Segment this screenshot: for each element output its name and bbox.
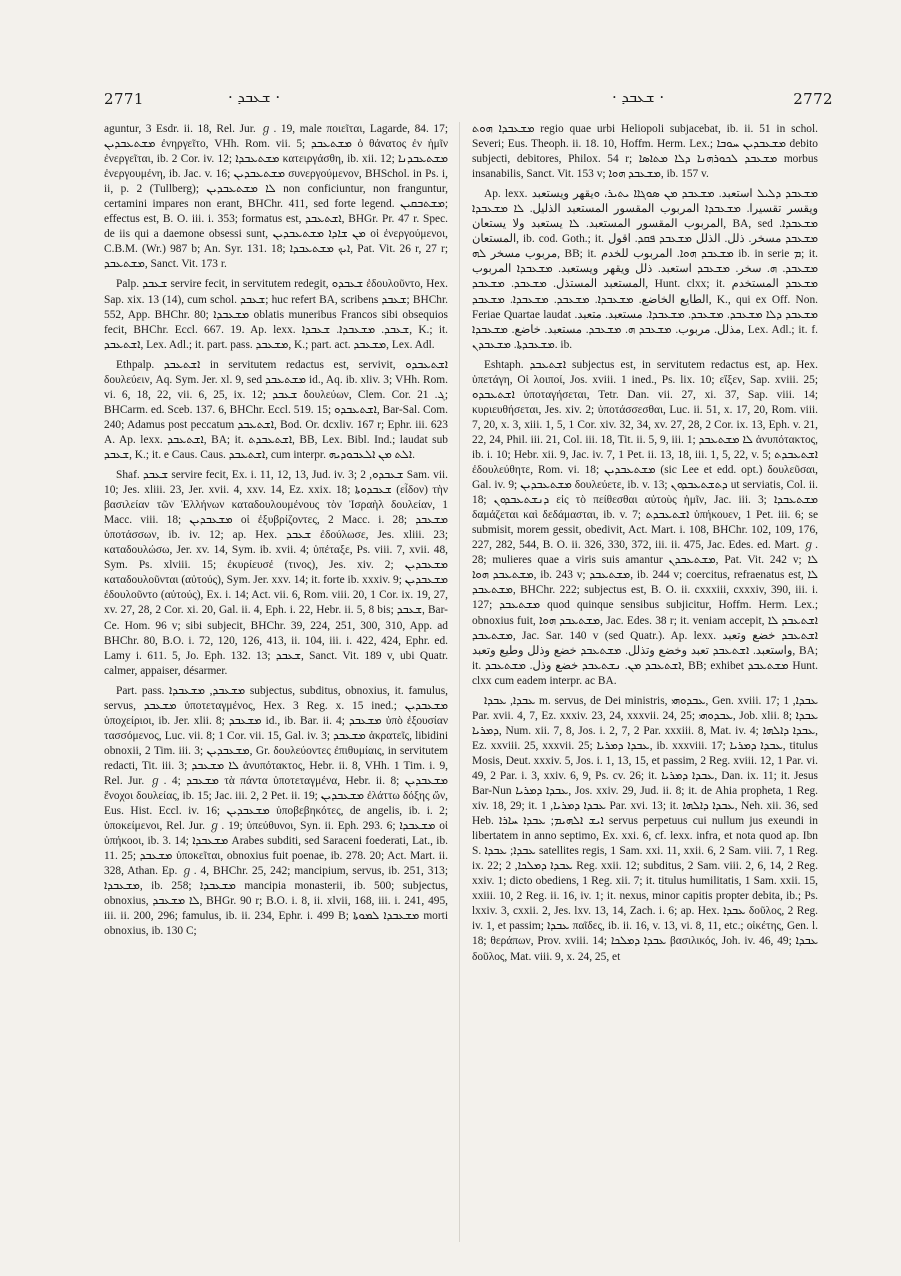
- entry-paragraph: Part. pass. ܡܫܥܒܕ, ܡܫܥܒܕܐ subjectus, subditus, obnoxius, it. famulus, servus, ܡܫܥܒܕ ὑποτεταγμένος, Hex. 3 Reg. x. 15 ined.; ܡܫܥܒܕܝܢ ὑποχείριοι, ib. Jer. xlii. 8; ܡܫܥܒܕ id., ib. Bar. ii. 4; ܡܫܥܒܕ ὑπὸ ἐξουσίαν τασσόμενος, Luc. vii. 8; 1 Cor. vii. 15, Gal. iv. 3; ܡܫܥܒܕ ἀκρατεῖς, libidini obnoxii, 2 Tim. iii. 3; ܡܫܥܒܕܝܢ, Gr. δουλεύοντες ἐπιθυμίαις, in servitutem redacti, Tit. iii. 3; ܠܐ ܡܫܥܒܕ ἀνυπότακτος, Hebr. ii. 8, VHh. 1 Tim. i. 9, Rel. Jur. ℊ. 4; ܡܫܥܒܕ τὰ πάντα ὑποτεταγμένα, Hebr. ii. 8; ܡܫܥܒܕܝܢ ἔνοχοι δουλείας, ib. 15; Jac. iii. 2, 2 Pet. ii. 19; ܡܫܥܒܕܝܢ ἐλάττω δόξης ὤν, Eus. Hist. Eccl. iv. 16; ܡܫܥܒܕܝܢ ὑποβεβηκότες, de angelis, ib. i. 2; ὑποκείμενοι, Rel. Jur. ℊ. 19; ὑπεύθυνοι, Syn. ii. Eph. 293. 6; ܡܫܥܒܕܐ οἱ ὑπήκοοι, ib. 3. 14; ܡܫܥܒܕܐ Arabes subditi, sed Saraceni foederati, Lat., ib. 11. 25; ܡܫܥܒܕ ὑποκεῖται, obnoxius fuit poenae, ib. 278. 20; Act. Mart. ii. 328, Athan. Ep. ℊ. 4, BHChr. 25, 242; mancipium, servus, ib. 251, 313; ܡܫܥܒܕܐ, ib. 258; ܡܫܥܒܕܐ mancipia monasterii, ib. 500; subjectus, obnoxius, ܠܐ ܡܫܥܒܕ, BHGr. 90 r; B.O. i. 8, ii. xlvii, 168, iii. i. 241, 495, iii. ii. 200, 296; famulus, ib. ii. 234, Ephr. i. 499 B; ܡܫܥܒܕܐ ܠܡܘܬܐ morti obnoxius, ib. 130 C;: [104, 684, 448, 938]
- entry-paragraph: ܥܒܕܐ, ܥܒܕܐ m. servus, de Dei ministris, ܥܒܕܘܗܝ, Gen. xviii. 17; ܥܒܕܐ, 1 Par. xvii. 4, 7, Ez. xxxiv. 23, 24, xxxvii. 24, 25; ܥܒܕܘܗܝ, Job. xlii. 8; ܥܒܕܐ ܕܡܪܝܐ, Num. xii. 7, 8, Jos. i. 2, 7, 2 Par. xxxiii. 8, Mat. iv. 4; ܥܒܕܐ ܕܐܠܗܐ, Ez. xxviii. 25, xxxvii. 25; ܥܒܕܐ ܕܡܪܝܐ, ib. xxxviii. 17; ܥܒܕܐ ܕܡܪܝܐ, titulus Mosis, Deut. xxxiv. 5, Jos. i. 1, 13, 15, et passim, 2 Reg. xviii. 12, 1 Par. vi. 49, 2 Par. i. 3, xxiv. 6, 9, Ps. cv. 26; it. ܥܒܕܐ ܕܡܪܝܐ, Dan. ix. 11; it. Jesus Bar-Nun ܥܒܕܐ ܕܡܪܝܐ, Jos. xxiv. 29, Jud. ii. 8; it. de Ahia propheta, 1 Reg. xiv. 18, 29; it. ܥܒܕܐ ܕܡܪܝܐ, 1 Par. xvi. 13; it. ܥܒܕܐ ܕܐܠܗܐ, Neh. xii. 36, sed Heb. ܐܝܫ ܐܠܗܝܡ; ܥܒܕܐ ܚܐܪܐ servus perpetuus cui nullum jus exeundi in libertatem in anno septimo, Ex. xxi. 6, cf. lexx. infra, et nota quod ap. Ibn S. ܥܒܕܐ; ܥܒܕܐ satellites regis, 1 Sam. xxi. 11, xxii. 6, 2 Sam. viii. 7, 1 Reg. ix. 22; ܥܒܕܐ ܕܡܠܟܐ, 2 Reg. xxii. 12; subditus, 2 Sam. viii. 2, 6, 14, 2 Reg. xxiv. 1; dicto obediens, 1 Reg. xii. 7; it. titulus humilitatis, 1 Sam. xxii. 15, xxiii. 10, 2 Reg. ii. 16, iv. 1; it. nexus, minor capitis propter debita, ib.; Ps. lxxiv. 3, cxxii. 2, Jes. lxv. 13, 14, Zach. i. 6; ap. Hex. ܥܒܕܐ δοῦλος, 2 Reg. iv. 1, et passim; ܥܒܕܐ παῖδες, ib. ii. 16, v. 13, vi. 8, 11, etc.; οἰκέτης, Gen. l. 18; θεράπων, Prov. xviii. 14; ܥܒܕܐ ܕܡܠܟܐ βασιλικός, Joh. iv. 46, 49; ܥܒܕܐ δοῦλος, Mat. viii. 9, x. 24, 25, et: [472, 694, 818, 963]
- left-column: [104, 122, 448, 1258]
- page-header: [0, 86, 901, 110]
- entry-paragraph: Shaf. ܫܥܒܕ servire fecit, Ex. i. 11, 12, 13, Jud. iv. 3; ܫܥܒܕܘ, 2 Sam. vii. 10; Jes. xliii. 23, Jer. xvii. 4, xxv. 14, Ez. xxix. 18; ܫܥܒܕܘܬܐ (εἶδον) τὴν βασιλείαν τῶν Ἑλλήνων καταδουλουμένους τὸν Ἰσραὴλ δουλείαν, 1 Macc. viii. 18; ܡܫܥܒܕܝܢ οἱ ἐξυβρίζοντες, 2 Macc. i. 28; ܡܫܥܒܕ ὑποτάσσων, ib. iv. 12; ap. Hex. ܫܥܒܕ ἐδούλωσε, Jes. xliii. 23; καταδουλώσω, Jer. xv. 14, Sym. ib. xvii. 4; ὑπέταξε, Ps. viii. 7, xvii. 48, Sym. Ps. xlviii. 15; ἐκυρίευσέ (τινος), Jes. xiv. 2; ܡܫܥܒܕܝܢ καταδουλοῦνται (αὐτούς), Sym. Jer. xxv. 14; it. forte ib. xxxiv. 9; ܡܫܥܒܕܝܢ ἐδουλοῦντο (αὐτούς), Ex. i. 14; Act. vii. 6, Rom. viii. 20, 1 Cor. ix. 19, 27, xv. 27, 28, 2 Cor. xi. 20, Gal. ii. 4, Eph. i. 22, Hebr. ii. 5, 8 bis; ܫܥܒܕ, Bar-Ce. Hom. 96 v; sibi subjecit, BHChr. 39, 224, 251, 300, 310, App. ad BHChr. 80, B.O. i. 72, 120, 126, 413, ii. 104, iii. i. 422, 424, Ephr. ed. Lamy i. 611. 5, Jo. Eph. 132. 13; ܫܥܒܕ, Sanct. Vit. 189 v, ubi Quatr. calmer, appaiser, désarmer.: [104, 469, 448, 677]
- entry-paragraph: aguntur, 3 Esdr. ii. 18, Rel. Jur. ℊ. 19, male ποιεῖται, Lagarde, 84. 17; ܡܫܬܥܒܕܝܢ ἐνηργεῖτο, VHh. Rom. vii. 5; ܡܫܬܥܒܕ ὁ θάνατος ἐν ἡμῖν ἐνεργεῖται, ib. 2 Cor. iv. 12; ܡܫܬܥܒܕܐ κατειργάσθη, ib. xii. 12; ܡܫܬܥܒܕܢܐ ἐνεργουμένη, ib. Jac. v. 16; ܡܫܬܥܒܕܝܢ συνεργούμενον, BHSchol. in Ps. i, ii, p. 2 (Tullberg); ܠܐ ܡܫܬܥܒܕܝܢ non conficiuntur, non franguntur, certamini impares non erant, BHChr. 411, sed forte legend. ܡܫܬܒܩܝܢ; effectus est, B. O. iii. i. 353; formatus est, ܐܫܬܥܒܕ, BHGr. Pr. 47 r. Spec. de iis qui a daemone obsessi sunt, ܡܢ ܫܐܕܐ ܡܫܬܥܒܕܝܢ οἱ ἐνεργούμενοι, C.B.M. (Wr.) 987 b; An. Syr. 131. 18; ܐܝܟ ܡܫܬܥܒܕܐ, Pat. Vit. 26 r, 27 r; ܡܫܬܥܒܕ, Sanct. Vit. 173 r.: [104, 123, 448, 271]
- right-running-head: · ܫܥܒܕ ·: [612, 88, 665, 106]
- entry-paragraph: ܡܫܥܒܕܐ ܗܘܬ regio quae urbi Heliopoli subjacebat, ib. ii. 51 in schol. Severi; Eus. Theoph. ii. 18. 10, Hoffm. Herm. Lex.; ܡܫܥܒܕܝܢ ܚܘܒܐ debito subjecti, debitores, Philox. 54 r; ܡܫܥܒܕ ܠܟܘܪܗܢܐ ܕܠܐ ܡܬܐܣܐ morbus insanabilis, Sanct. Vit. 153 v; ܡܫܥܒܕ ܗܘܐ, ib. 157 v.: [472, 123, 818, 181]
- entry-paragraph: Palp. ܫܥܒܕ servire fecit, in servitutem redegit, ܫܥܒܕܘ ἐδουλοῦντο, Hex. Sap. xix. 13 (14), cum schol. ܫܥܒܕ; huc refert BA, scribens ܫܥܒܕ; BHChr. 552, App. BHChr. 80; ܡܫܥܒܕܐ oblatis muneribus Francos sibi obsequios fecit, BHChr. Eccl. 667. 19. Ap. lexx. ܫܥܒܕ. ܡܫܥܒܕܐ. ܫܥܒܕܐ, K.; it. ܐܫܬܥܒܕ, Lex. Adl.; it. part. pass. ܡܫܥܒܕ, K.; part. act. ܡܫܥܒܕ, Lex. Adl.: [104, 278, 448, 351]
- right-column: [472, 122, 818, 1258]
- left-running-head: · ܫܥܒܕ ·: [228, 88, 281, 106]
- column-divider: [459, 122, 460, 1242]
- entry-paragraph: Eshtaph. ܐܫܬܥܒܕ subjectus est, in servitutem redactus est, ap. Hex. ὑπετάγη, Οἱ λοιποί, Jos. xviii. 1 ined., Ps. lix. 10; εἴξεν, Sap. xviii. 25; ܐܫܬܥܒܕܘ ὑποταγήσεται, Tetr. Dan. vii. 27, xi. 37, Sap. viii. 14; κυριευθήσεται, Jes. xiv. 2; ὑποτάσσεσθαι, Luc. ii. 51, x. 17, 20, Rom. viii. 7, 20, x. 3, xiii. 1, 5, 1 Cor. xiv. 32, 34, xv. 27, 28, 2 Cor. ix. 13, Eph. v. 21, 22, 24, Phil. iii. 21, Col. iii. 18, Tit. ii. 5, 9, iii. 1; ܠܐ ܡܫܬܥܒܕ ἀνυπότακτος, ib. i. 10; Hebr. xii. 9, Jac. iv. 7, 1 Pet. ii. 13, 18, iii. 1, 5, 22, v. 5; ܐܫܬܥܒܕܬ ἐδουλεύθητε, Rom. vi. 18; ܡܫܬܥܒܕܝܢ (sic Lee et edd. opt.) δουλεῦσαι, Gal. iv. 9; ܡܫܬܥܒܕܝܢ δουλεύετε, ib. v. 13; ܕܬܫܬܥܒܕܘܢ ut serviatis, Col. ii. 18; ܕܢܫܬܥܒܕܘܢ εἰς τὸ πείθεσθαι αὐτοὺς ἡμῖν, Jac. iii. 3; ܡܫܬܥܒܕܐ δαμάζεται καὶ δεδάμασται, ib. v. 7; ܐܫܬܥܒܕܬ ὑπήκουεν, 1 Pet. iii. 6; se submisit, morem gessit, obedivit, Act. Mart. i. 108, BHChr. 102, 109, 176, 227, 282, 544, B. O. ii. 326, 330, 372, iii. ii. 475, Jac. Edes. ed. Mart. ℊ. 28; mulieres quae a viris suis amantur ܡܫܬܥܒܕܢ, Pat. Vit. 242 v; ܠܐ ܡܫܬܥܒܕ ܗܘܐ, ib. 243 v; ܡܫܬܥܒܕ, ib. 244 v; coercitus, refraenatus est, ܠܐ ܡܫܬܥܒܕ, BHChr. 222; subjectus est, B. O. ii. cxxxiii, cxxxiv, 390, iii. i. 127; ܡܫܬܥܒܕ quod quinque sensibus subjicitur, Hoffm. Herm. Lex.; obnoxius fuit, ܡܫܬܥܒܕ ܗܘܐ, Jac. Edes. 38 r; it. veniam accepit, ܐܫܬܥܒܕ ܠܐ ܡܫܬܥܒܕ, Jac. Sar. 140 v (sed Quatr.). Ap. lexx. ܐܫܬܥܒܕ خضع وتعبد واستعبد. ܐܫܬܥܒܕ تعبد وخضع وتذلل. ܡܫܬܥܒܕ خضع وذلل وطيع وتعبد, BA; it. ܐܫܬܥܒܕ ܡܢ. ܢܫܬܥܒܕ خضع وذل. ܡܫܬܥܒܕ, BB; exhibet ܡܫܬܥܒܕ Hunt. clxx cum eadem interpr. ac BA.: [472, 358, 818, 687]
- entry-paragraph: Ap. lexx. ܡܫܥܒܕ ܕܠܝܠ استعبد. ܡܫܥܒܕ ܡܢ ܣܘܓܐܐ ܝܬܝܪ، ܘيقهر ويستعبد ويقسر تقسيرا. ܡܫܥܒܕܐ المربوب المقسور المستعبد الذليل. ܠܐ ܡܫܥܒܕܐ المربوب المقسور المستعبد. ܠܐ يستعبد ولا يستعان, BA, sed ܡܫܥܒܕܐ. المستعان, ib. cod. Goth.; it. ܡܫܥܒܕ مسخر. ذلل. الذلل ܡܫܥܒܕ ܦܩܕ. اقول مربوب مسخر ܠܗ, BB; it. ܡܫܥܒܕ ܗܘܐ. المربوب للخدم ib. in serie ܡ; it. ܡܫܥܒܕ. ܗ. سخر. ܡܫܥܒܕ استعبد. ذلل ويقهر ويستعبد. ܡܫܥܒܕܐ المربوب المستعبد المستذل. ܡܫܥܒܕ. ܡܫܥܒܕ, Hunt. clxx; it. ܡܫܥܒܕ المستخدم الطايع الخاضع. ܡܫܥܒܕܐ. ܡܫܥܒܕ. ܡܫܥܒܕܐ. ܡܫܥܒܕ, K., qui ex Off. Non. Feriae Quartae laudat ܡܫܥܒܕ ܕܠܐ ܡܫܥܒܕ. ܡܫܥܒܕ. ܡܫܥܒܕܐ. مستعبد. متعبد. مذلل. مربوب. ܡܫܥܒܕ ܗ. ܡܫܥܒܕ. مستعبد. خاضع. ܡܫܥܒܕܐ, Lex. Adl.; it. f. ܡܫܥܒܕܬܐ. ܡܫܥܒܕܢ. ib.: [472, 188, 818, 351]
- entry-paragraph: Ethpalp. ܐܫܬܥܒܕ in servitutem redactus est, servivit, ܐܫܬܥܒܕܘ δουλεύειν, Aq. Sym. Jer. xl. 9, sed ܡܫܬܥܒܕ id., Aq. ib. xliv. 3; VHh. Rom. vi. 6, 18, 22, vii. 6, 25, ix. 12; ܫܥܒܕ δουλεύων, Clem. Cor. ܓ. 21; BHCarm. ed. Sceb. 137. 6, BHChr. Eccl. 519. 15; ܐܫܬܥܒܕܘ, Bar-Sal. Com. 240; Adamus post peccatum ܐܫܬܥܒܕ, Bod. Or. dcxliv. 167 r; Ephr. iii. 623 A. Ap. lexx. ܐܫܬܥܒܕ, BA; it. ܐܫܬܥܒܕܬ, BB, Lex. Bibl. Ind.; laudat sub ܫܥܒܕ, K.; it. e Caus. Caus. ܐܫܬܥܒܕ, cum interpr. ܐܠܬ ܡܢ ܐܠܥܒܘܕܝܗ.: [104, 358, 448, 461]
- right-page-number: 2772: [793, 90, 833, 108]
- left-page-number: 2771: [104, 90, 144, 108]
